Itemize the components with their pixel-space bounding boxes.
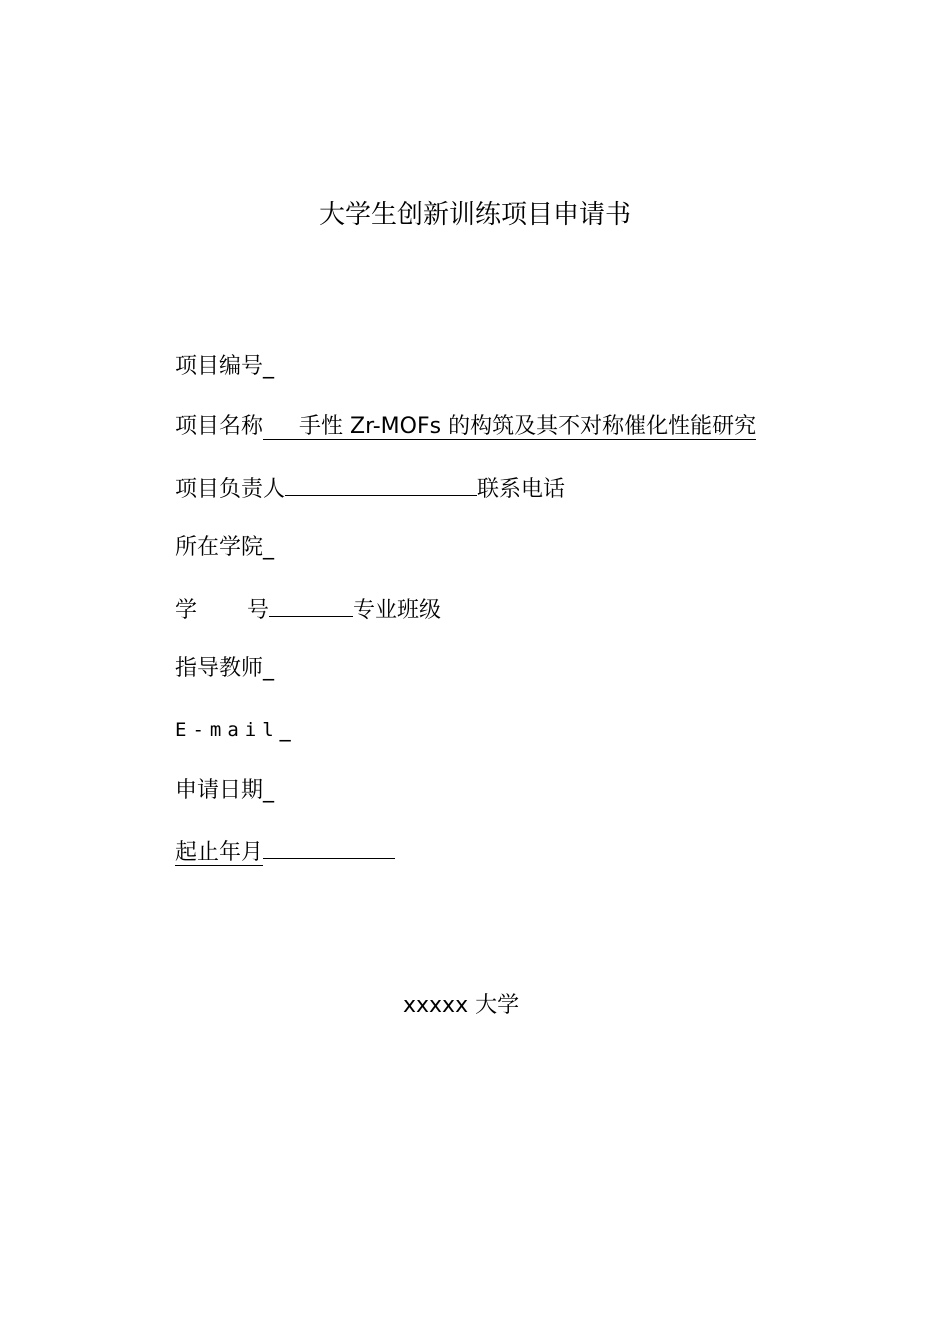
period-label: 起止年月 [175,840,264,865]
student-id-input[interactable] [269,594,353,617]
project-leader-field [175,473,565,505]
apply-date-field [175,776,274,806]
advisor-field [175,654,274,684]
major-class-label: 专业班级 [353,598,442,623]
student-id-field [175,594,441,626]
email-label: E-mail [175,719,280,741]
project-name-value[interactable]: 手性 Zr-MOFs 的构筑及其不对称催化性能研究 [263,414,756,440]
project-name-field [175,412,756,442]
project-leader-input[interactable] [285,473,477,496]
university-name: xxxxx 大学 [403,993,520,1018]
period-input[interactable] [263,836,395,859]
email-value[interactable]: _ [279,717,297,742]
document-title: 大学生创新训练项目申请书 [318,200,631,230]
student-id-label-1: 学 [175,598,198,623]
advisor-value[interactable]: _ [263,656,275,681]
apply-date-value[interactable]: _ [263,778,275,803]
college-field [175,533,274,563]
apply-date-label: 申请日期 [175,778,264,803]
college-label: 所在学院 [175,535,264,560]
advisor-label: 指导教师 [175,656,264,681]
project-leader-label: 项目负责人 [175,477,286,502]
period-field [175,836,395,868]
project-number-label: 项目编号 [175,354,264,379]
email-field [175,715,297,745]
project-number-field [175,352,274,382]
student-id-label-2: 号 [247,598,270,623]
project-number-value[interactable]: _ [263,354,275,379]
contact-phone-label: 联系电话 [477,477,566,502]
project-name-label: 项目名称 [175,414,264,439]
college-value[interactable]: _ [263,535,275,560]
